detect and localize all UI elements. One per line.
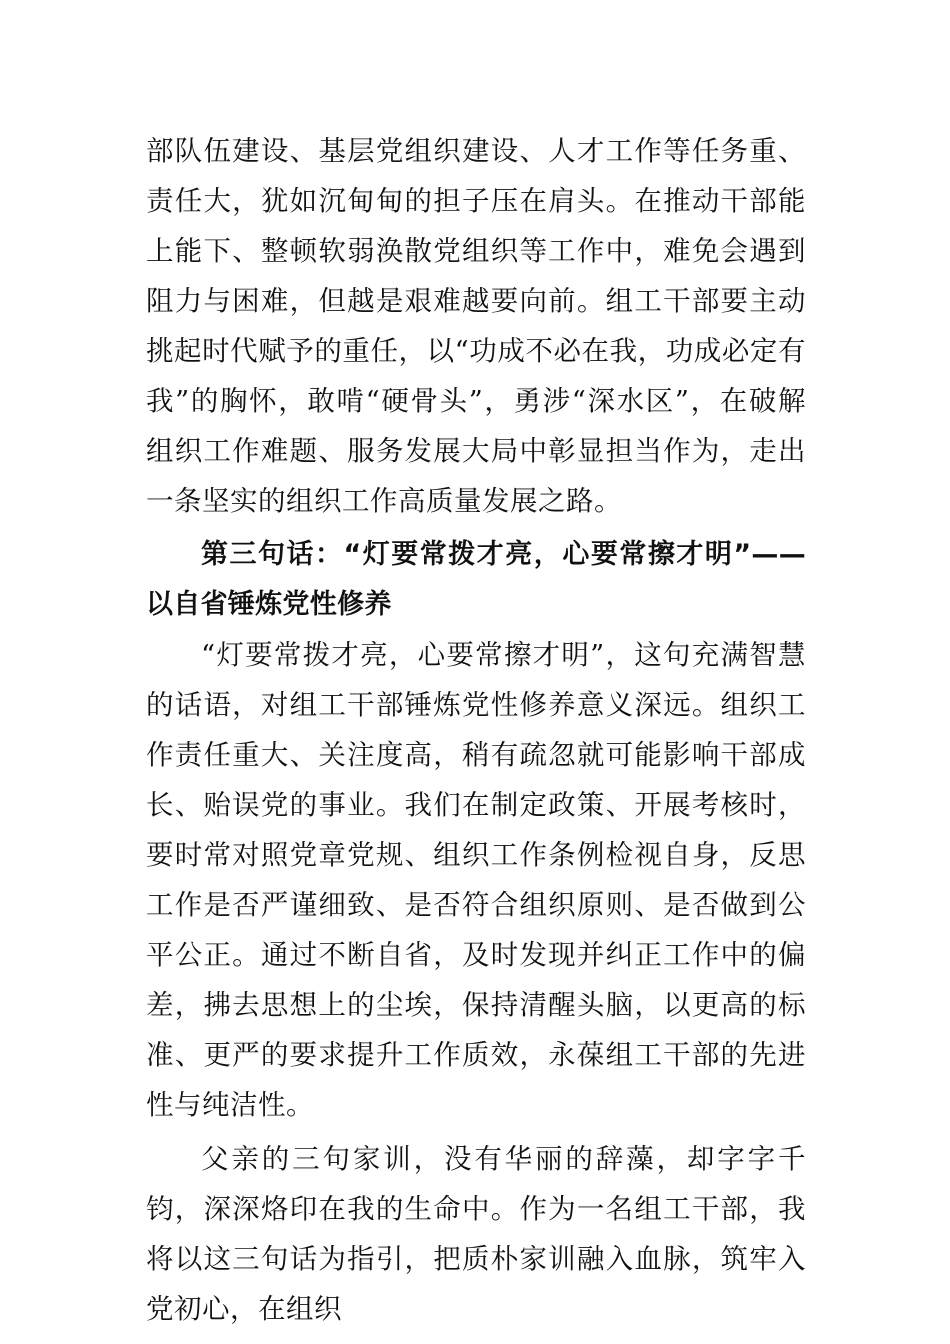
body-paragraph-3: 父亲的三句家训，没有华丽的辞藻，却字字千钧，深深烙印在我的生命中。作为一名组工干部，我将以这三句话为指引，把质朴家训融入血脉，筑牢入党初心，在组织 (146, 1143, 806, 1325)
body-paragraph-1: 部队伍建设、基层党组织建设、人才工作等任务重、责任大，犹如沉甸甸的担子压在肩头。在推动干部能上能下、整顿软弱涣散党组织等工作中，难免会遇到阻力与困难，但越是艰难越要向前。组工干部要主动挑起时代赋予的重任，以“功成不必在我，功成必定有我”的胸怀，敢啃“硬骨头”，勇涉“深水区”，在破解组织工作难题、服务发展大局中彰显担当作为，走出一条坚实的组织工作高质量发展之路。 (146, 135, 806, 517)
document-body (146, 126, 806, 1334)
section-heading-3: 第三句话：“灯要常拨才亮，心要常擦才明”——以自省锤炼党性修养 (146, 539, 806, 620)
body-paragraph-2: “灯要常拨才亮，心要常擦才明”，这句充满智慧的话语，对组工干部锤炼党性修养意义深远。组织工作责任重大、关注度高，稍有疏忽就可能影响干部成长、贻误党的事业。我们在制定政策、开展考核时，要时常对照党章党规、组织工作条例检视自身，反思工作是否严谨细致、是否符合组织原则、是否做到公平公正。通过不断自省，及时发现并纠正工作中的偏差，拂去思想上的尘埃，保持清醒头脑，以更高的标准、更严的要求提升工作质效，永葆组工干部的先进性与纯洁性。 (146, 639, 806, 1121)
